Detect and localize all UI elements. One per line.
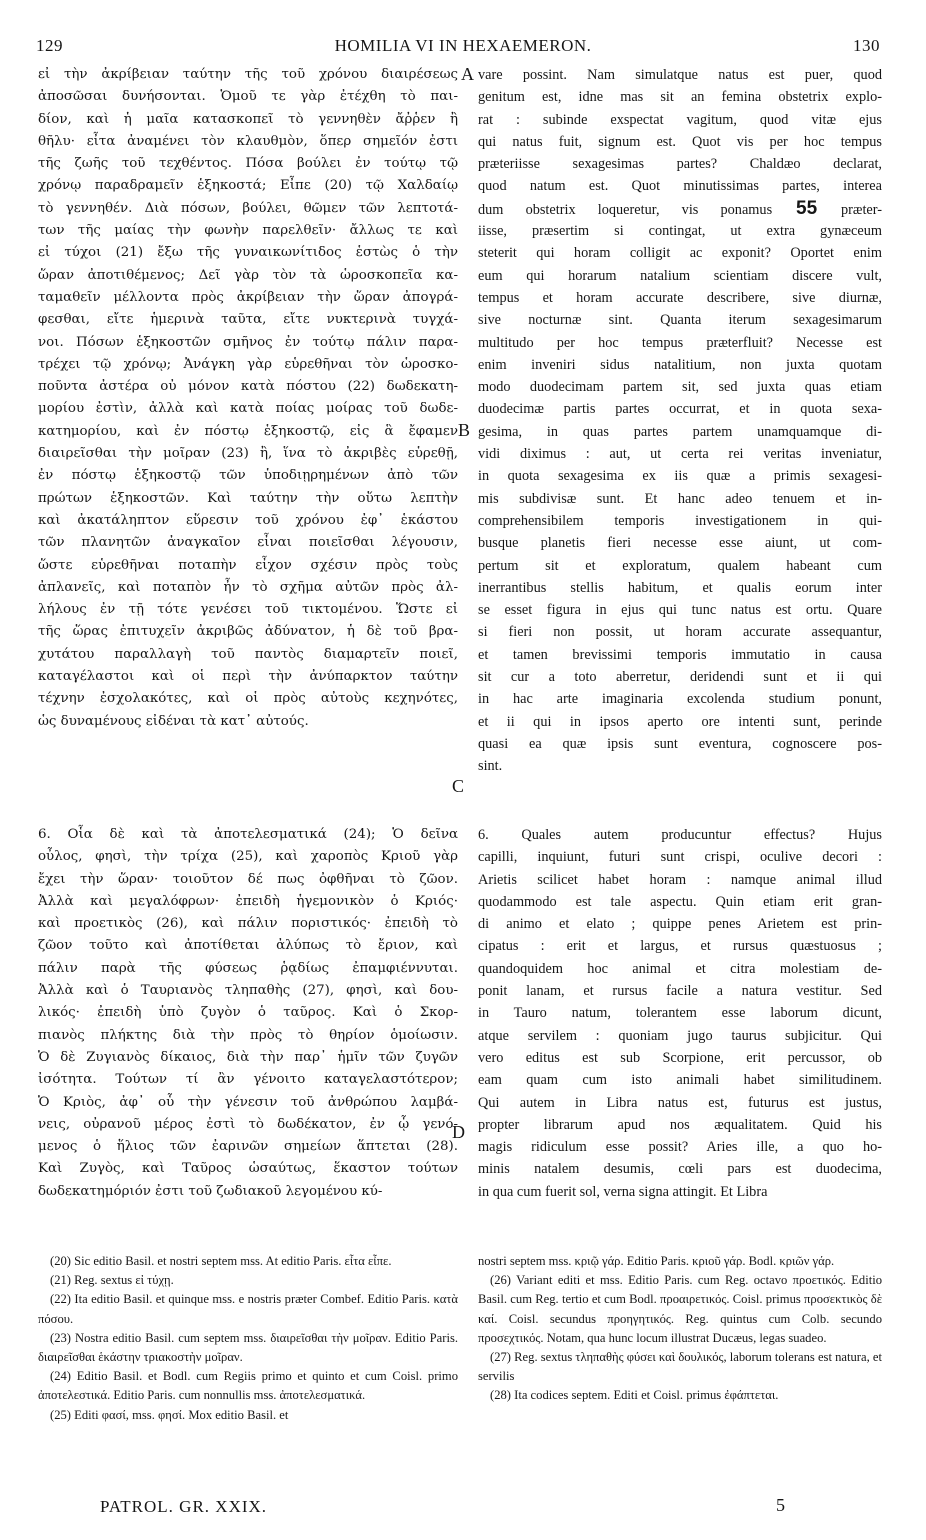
text-line: τρέχει τῷ χρόνῳ; Ἀνάγκη γὰρ εὑρεθῆναι τὸν ὡροσκο- — [38, 356, 458, 372]
text-line: καὶ προετικὸς (26), καὶ πάλιν ποριστικός· ἐπειδὴ τὸ — [38, 916, 458, 932]
text-line: sint. — [478, 758, 503, 775]
text-line: ὡς δυναμένους εἰδέναι τὰ κατ᾽ αὐτούς. — [38, 713, 309, 729]
footnote: (24) Editio Basil. et Bodl. cum Regiis primo et quinto et cum Coisl. primo ἀποτελεστικά. Editio Paris. cum nonnullis mss. ἀποτελεσματικά. — [38, 1369, 458, 1403]
text-line: atque servilem : quoniam jugo taurus subjicitur. Qui — [478, 1027, 882, 1044]
running-title: HOMILIA VI IN HEXAEMERON. — [334, 36, 592, 55]
text-line: ἰσότητα. Τούτων τί ἂν γένοιτο καταγελαστότερον; — [38, 1072, 458, 1088]
text-line: εἰ τὴν ἀκρίβειαν ταύτην τῆς τοῦ χρόνου διαιρέσεως — [38, 67, 458, 82]
text-line: multitudo per hoc tempus præterfluit? Necesse est — [478, 334, 882, 351]
text-line: magis ridiculum esse possit? Aries ille, a quo ho- — [478, 1139, 882, 1156]
text-line: ἀπλανεῖς, καὶ ποταπὸν ἦν τὸ σχῆμα αὐτῶν πρὸς ἀλ- — [38, 579, 458, 595]
margin-marker-a: A — [461, 64, 474, 84]
text-line: Ὁ Κριὸς, ἀφ᾽ οὗ τὴν γένεσιν τοῦ ἀνθρώπου λαμβά- — [38, 1094, 458, 1110]
footnote: (25) Editi φασί, mss. φησί. Mox editio Basil. et — [50, 1407, 289, 1422]
text-line: propter librarum apud nos æqualitatem. Quid his — [478, 1116, 882, 1133]
text-line: Qui autem in Libra natus est, futurus est justus, — [478, 1094, 882, 1111]
text-line: in quota sexagesima ex iis quæ a primis sexagesi- — [478, 468, 882, 485]
latin-column-section-6 — [478, 824, 882, 1203]
text-line: τῆς ζωῆς τοῦ τεχθέντος. Πόσα βούλει ἐν τούτῳ τῷ — [38, 156, 458, 172]
text-line: Ἀλλὰ καὶ ὁ Ταυριανὸς τληπαθὴς (27), φησὶ, καὶ δου- — [38, 983, 458, 999]
text-line: καὶ ἀκατάληπτον εὕρεσιν τοῦ χρόνου ἐφ᾽ ἑκάστου — [38, 512, 458, 528]
text-line: χυτάτου παραλλαγὴ τοῦ παντὸς διαμαρτεῖν ποιεῖ, — [38, 646, 458, 662]
footnotes-left — [38, 1252, 458, 1425]
margin-marker-c: C — [452, 776, 465, 796]
text-line: eum qui horarum natalium scientiam discere vult, — [478, 267, 882, 284]
text-line: se esset figura in ejus qui tunc natus est ortu. Quare — [478, 602, 882, 619]
page-number-right: 130 — [853, 36, 880, 55]
text-line: inerrantibus stellis habitum, et qualis eorum inter — [478, 579, 882, 596]
text-line: quasi ea quæ ipsis sunt eventura, cognoscere pos- — [478, 735, 882, 752]
footer-volume: PATROL. GR. XXIX. — [100, 1497, 268, 1516]
margin-marker-b: B — [458, 420, 471, 440]
text-line: ποῦντα ἀστέρα οὐ μόνον κατὰ πόστου (22) δωδεκατη- — [38, 379, 458, 395]
footnote: (23) Nostra editio Basil. cum septem mss. διαιρεῖσθαι τὴν μοῖραν. Editio Paris. διαιρεῖσθαι ἑκάστην τριακοστὴν μοῖραν. — [38, 1330, 458, 1365]
text-line: διαιρεῖσθαι τὴν μοῖραν (23) ἢ, ἵνα τὸ ἀκριβὲς εὑρεθῇ, — [38, 446, 458, 462]
text-line: τέχνην ἐσχολακότες, καὶ οἱ πρὸς αὐτοὺς κεχηνότες, — [38, 691, 458, 707]
footnote: (20) Sic editio Basil. et nostri septem mss. At editio Paris. εἶτα εἶπε. — [50, 1254, 392, 1268]
text-line: λήλους ἐν τῇ τότε γενέσει τοῦ τικτομένου. Ὥστε εἰ — [38, 602, 458, 618]
text-line: qui natus fuit, signum est. Quot vis per hoc tempus — [478, 133, 882, 150]
text-line: genitum est, idne mas sit an femina obstetrix explo- — [478, 89, 882, 106]
text-line: δωδεκατημόριόν ἐστι τοῦ ζωδιακοῦ λεγομένου κύ- — [38, 1183, 383, 1199]
text-line: πάλιν παρὰ τῆς φύσεως ῥᾳδίως ἐπαμφιέννυται. — [38, 960, 458, 976]
text-line: ponit lanam, et rursus facile a natura vestitur. Sed — [478, 983, 882, 1000]
text-line: præteriisse sexagesimas partes? Chaldæo declarat, — [478, 156, 882, 173]
text-line: καταγέλαστοι καὶ οἱ περὶ τὴν ἀνύπαρκτον ταύτην — [38, 669, 458, 685]
text-line: πρώτων ἑξηκοστῶν. Καὶ ταύτην τὴν οὕτω λεπτὴν — [38, 490, 458, 506]
text-line: πιανὸς πλήκτης διὰ τὴν πρὸς τὸ θηρίον ὁμοίωσιν. — [38, 1027, 458, 1043]
text-line: in qua cum fuerit sol, verna signa attingit. Et Libra — [478, 1183, 768, 1200]
text-line: ἀποσῶσαι δυνήσονται. Ὁμοῦ τε γὰρ ἐτέχθη τὸ παι- — [38, 89, 458, 105]
column-number-badge: 55 — [772, 197, 841, 219]
text-line: busque planetis fieri necesse esse aiunt, ut com- — [478, 535, 882, 552]
page-number-left: 129 — [36, 36, 63, 55]
text-line: των τῆς μαίας τὴν φωνὴν παρελθεῖν· ἄλλως τε καὶ — [38, 223, 458, 239]
text-line: si fieri non possit, ut horam accurate assequantur, — [478, 624, 882, 641]
latin-column-section-5 — [478, 64, 882, 778]
text-line: λικός· ἐπειδὴ ὑπὸ ζυγὸν ὁ ταῦρος. Καὶ ὁ Σκορ- — [38, 1005, 458, 1021]
text-line: quandoquidem hoc animal et citra molestiam de- — [478, 960, 882, 977]
text-line: δίον, καὶ ἡ μαῖα κατασκοπεῖ τὸ γεννηθὲν ἄῤῥεν ἢ — [38, 111, 458, 127]
text-line: vare possint. Nam simulatque natus est puer, quod — [478, 67, 882, 83]
text-line: τῆς ὥρας ἐπιτυχεῖν ἀκριβῶς ἀδύνατον, ἡ δὲ τοῦ βρα- — [38, 624, 458, 640]
text-line: rat : subinde exspectat vagitum, quod vitæ ejus — [478, 111, 882, 128]
footnote: (22) Ita editio Basil. et quinque mss. e nostris præter Combef. Editio Paris. κατὰ πόσου. — [38, 1292, 458, 1326]
footer-signature: 5 — [776, 1495, 785, 1515]
text-line: quodammodo est tale aspectu. Quin etiam erit gran- — [478, 893, 882, 910]
text-line: νοι. Πόσων ἑξηκοστῶν σμῆνος ἐν τούτῳ πάλιν παρα- — [38, 334, 458, 350]
text-line: Ἀλλὰ καὶ μεγαλόφρων· ἐπειδὴ ἡγεμονικὸν ὁ Κριός· — [38, 893, 458, 909]
text-line: ὥραν ἀποτιθέμενος; Δεῖ γὰρ τὸν τὰ ὡροσκοπεῖα κα- — [38, 267, 458, 283]
text-line-continuation: præter- — [841, 201, 882, 218]
text-line: οὖλος, φησὶ, τὴν τρίχα (25), καὶ χαροπὸς Κριοῦ γὰρ — [38, 849, 458, 865]
footnote: nostri septem mss. κριῷ γάρ. Editio Paris. κριοῦ γάρ. Bodl. κριῶν γάρ. — [478, 1254, 835, 1268]
margin-marker-d: D — [452, 1122, 465, 1142]
text-line: sit cur a toto aberretur, deridendi sunt et ii qui — [478, 669, 882, 686]
text-line: χρόνῳ παραδραμεῖν ἑξηκοστά; Εἶπε (20) τῷ Χαλδαίῳ — [38, 178, 458, 194]
text-line: cipatus : erit et largus, et rursus quæstuosus ; — [478, 938, 882, 955]
footnote: (28) Ita codices septem. Editi et Coisl. primus ἐφάπτεται. — [490, 1388, 779, 1403]
text-line: 6. Quales autem producuntur effectus? Hujus — [478, 827, 882, 843]
footnote: (21) Reg. sextus εἰ τύχῃ. — [50, 1273, 174, 1288]
text-line: τῶν πλανητῶν ἀναγκαῖον εἶναι ποιεῖσθαι λέγουσιν, — [38, 535, 458, 551]
text-line: ἔχει τὴν ὥραν· τοιοῦτον δέ πως ὀφθῆναι τὸ ζῶον. — [38, 871, 458, 887]
text-line: eam quam cum isto animali habet similitudinem. — [478, 1072, 882, 1089]
text-line: et tamen brevissimi temporis immutatio in causa — [478, 646, 882, 663]
greek-column-section-5 — [38, 64, 458, 733]
text-line: φεσθαι, εἴτε ἡμερινὰ ταῦτα, εἴτε νυκτερινὰ τυγχά- — [38, 312, 458, 328]
text-line: duodecimæ partis partes occurrat, et in quota sexa- — [478, 401, 882, 418]
text-line: εἰ τύχοι (21) ἔξω τῆς γυναικωνίτιδος ἑστὼς ὁ τὴν — [38, 245, 458, 261]
text-line: τὸ γεννηθέν. Διὰ πόσων, βούλει, θῶμεν τῶν λεπτοτά- — [38, 200, 458, 216]
text-line: κατημορίου, καὶ ἐν πόστῳ ἑξηκοστῷ, εἰς ἃ ἔφαμεν — [38, 423, 458, 439]
text-line: comprehensibilem temporis investigationem in qui- — [478, 512, 882, 529]
text-line: vero editus est sub Scorpione, erit percussor, ob — [478, 1049, 882, 1066]
text-line: iisse, præsertim si contingat, ut extra gynæceum — [478, 223, 882, 240]
text-line: mis subdivisæ sunt. Et hanc adeo tenuem et in- — [478, 490, 882, 507]
text-line: ὥστε εὑρεθῆναι ποταπὴν εἶχον σχέσιν πρὸς τοὺς — [38, 557, 458, 573]
text-line: vidi diximus : aut, ut certa rei veritas inveniatur, — [478, 446, 882, 463]
text-line: in Tauro natum, tolerantem esse laborum dicunt, — [478, 1005, 882, 1022]
text-line: dum obstetrix loqueretur, vis ponamus 55 præter- — [478, 197, 882, 219]
text-line: in hac arte imaginaria excolenda studium ponunt, — [478, 691, 882, 708]
text-line: sive nocturnæ sint. Quanta iterum sexagesimarum — [478, 312, 882, 329]
text-line: pertum sit et exploratum, qualem habeant cum — [478, 557, 882, 574]
text-line: Ὁ δὲ Ζυγιανὸς δίκαιος, διὰ τὴν παρ᾽ ἡμῖν τῶν ζυγῶν — [38, 1049, 458, 1065]
greek-column-section-6 — [38, 824, 458, 1203]
text-line: θῆλυ· εἶτα ἀναμένει τὸν κλαυθμὸν, ὅπερ σημεῖόν ἐστι — [38, 133, 458, 149]
text-line: modo duodecimam partem sit, sed juxta quas etiam — [478, 379, 882, 396]
text-line: steterit qui horam colligit ac exponit? Oportet enim — [478, 245, 882, 262]
text-line: Καὶ Ζυγὸς, καὶ Ταῦρος ὡσαύτως, ἕκαστον τούτων — [38, 1161, 458, 1177]
text-line: ταμαθεῖν μέλλοντα πρὸς ἀκρίβειαν τὴν ὥραν ἀπογρά- — [38, 289, 458, 305]
text-line: minis natalem desumis, cœli pars est duodecima, — [478, 1161, 882, 1178]
text-line: μενος ὁ ἥλιος τῶν ἐαρινῶν σημείων ἅπτεται (28). — [38, 1139, 458, 1155]
text-line: gesima, in quas partes partem unamquamque di- — [478, 423, 882, 440]
text-line: Arietis scilicet habet horam : namque animal illud — [478, 871, 882, 888]
text-line: νεις, οὐρανοῦ μέρος ἐστὶ τὸ δωδέκατον, ἐν ᾧ γενό- — [38, 1116, 458, 1132]
footnote: (26) Variant editi et mss. Editio Paris. cum Reg. octavo προετικός. Editio Basil. cum Reg. tertio et cum Bodl. προαιρετικός. Coisl. primus προσεκτικὸς δὲ καί. Coisl. secundus προηγητικός. Reg. quintus cum Colb. secundo προσεχτικός. Notam, qua hunc locum illustrat Ducæus, legas suadeo. — [478, 1273, 882, 1345]
text-line: et ii qui in ipsos aperto ore intenti sunt, perinde — [478, 713, 882, 730]
text-line: tempus et horam accurate describere, sive diurnæ, — [478, 289, 882, 306]
text-line: 6. Οἷα δὲ καὶ τὰ ἀποτελεσματικά (24); Ὁ δεῖνα — [38, 827, 458, 842]
text-line: quod natum est. Quot minutissimas partes, interea — [478, 178, 882, 195]
text-line: enim inveniri sidus natalitium, non juxta quotam — [478, 356, 882, 373]
text-line: ἐν πόστῳ ἑξηκοστῷ τῶν ὑποδιῃρημένων ἀπὸ τῶν — [38, 468, 458, 484]
text-line: di animo et elato ; quippe penes Arietem est prin- — [478, 916, 882, 933]
text-line: ζῶον τοῦτο καὶ ἀποτίθεται ἀλύπως τὸ ἔριον, καὶ — [38, 938, 458, 954]
text-line: μορίου ἐστὶν, ἀλλὰ καὶ κατὰ ποίας μοίρας τοῦ δωδε- — [38, 401, 458, 417]
footnote: (27) Reg. sextus τληπαθὴς φύσει καὶ δουλικός, laborum tolerans est natura, et servilis — [478, 1350, 882, 1384]
footnotes-right — [478, 1252, 882, 1406]
text-line: capilli, inquiunt, futuri sunt crispi, oculive decori : — [478, 849, 882, 866]
